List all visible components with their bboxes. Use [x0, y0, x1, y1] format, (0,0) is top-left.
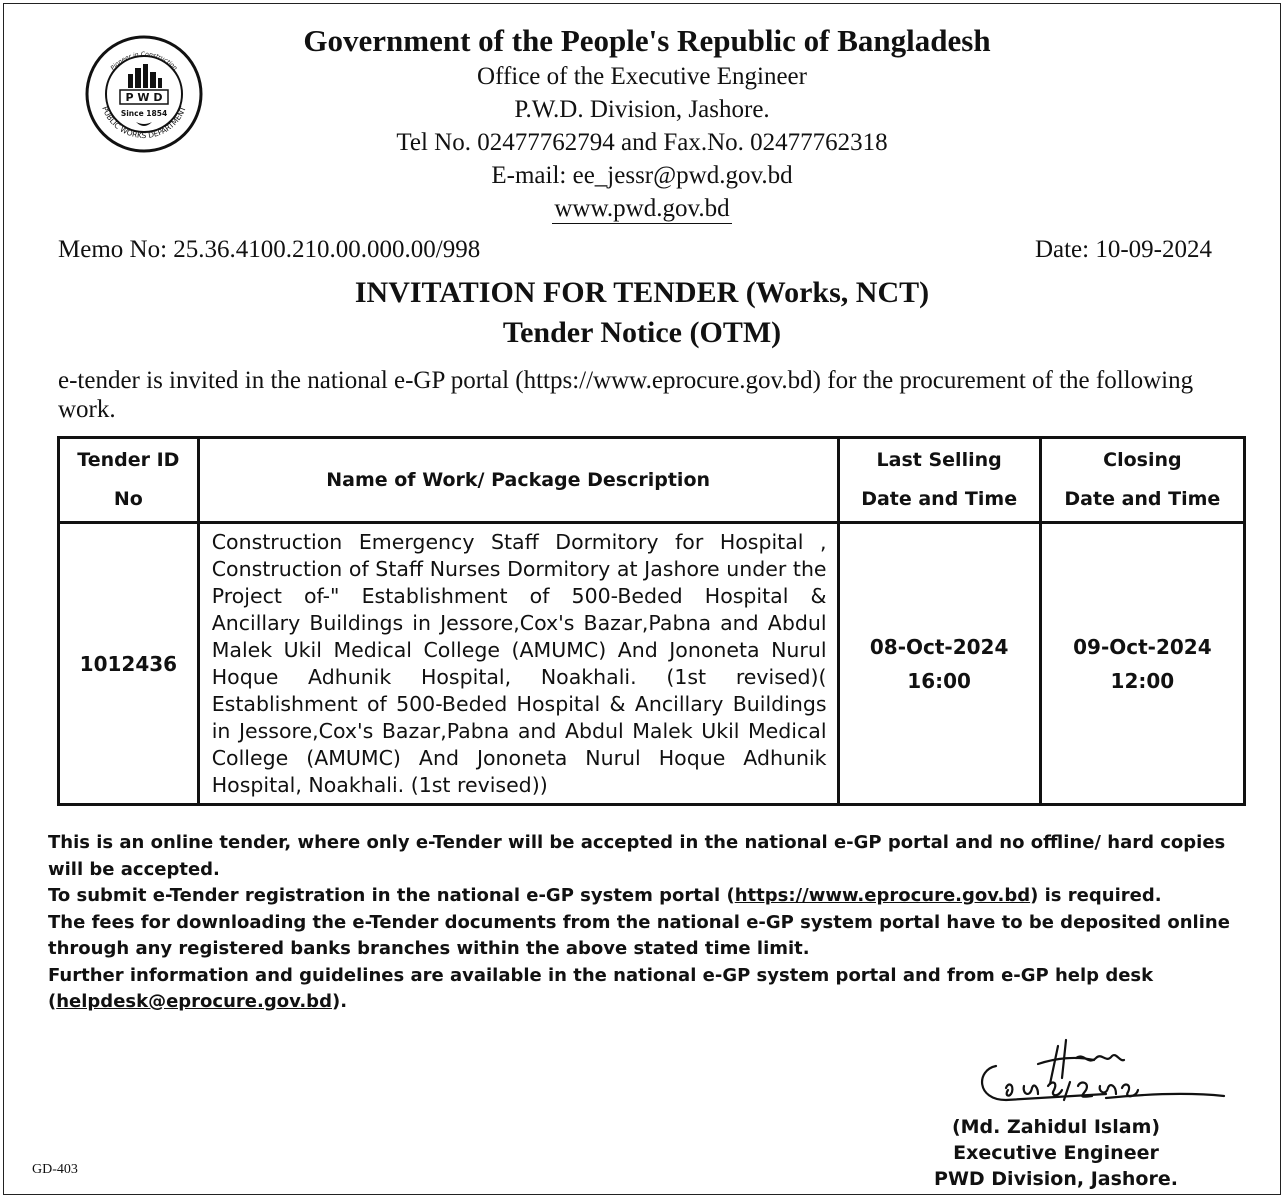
signatory-designation: Executive Engineer: [953, 1142, 1159, 1164]
tender-table: [57, 436, 1246, 806]
svg-text:PUBLIC WORKS DEPARTMENT: PUBLIC WORKS DEPARTMENT: [100, 105, 188, 141]
notes-section: [48, 830, 1244, 1016]
tel-fax: Tel No. 02477762794 and Fax.No. 02477762318: [396, 129, 888, 156]
header-closing: Closing Date and Time: [1040, 438, 1244, 523]
note-further-info: Further information and guidelines are available in the national e-GP system portal and from e-GP help desk (helpdesk@eprocure.gov.bd).: [48, 964, 1154, 1012]
table-row: [59, 523, 1245, 805]
eprocure-link[interactable]: https://www.eprocure.gov.bd: [734, 885, 1031, 906]
closing-cell: 09-Oct-2024 12:00: [1040, 523, 1244, 805]
memo-date: Date: 10-09-2024: [1034, 236, 1212, 263]
email-line: E-mail: ee_jessr@pwd.gov.bd: [491, 162, 793, 189]
last-selling-cell: 08-Oct-2024 16:00: [838, 523, 1040, 805]
svg-text:P W D: P W D: [125, 91, 163, 104]
signatory-office: PWD Division, Jashore.: [934, 1168, 1178, 1190]
note-registration: To submit e-Tender registration in the national e-GP system portal (https://www.eprocure.gov.bd) is required.: [48, 885, 1162, 906]
svg-text:Pioneer in Construction: Pioneer in Construction: [109, 50, 179, 72]
header-tender-id: Tender ID No: [59, 438, 199, 523]
header-last-selling: Last Selling Date and Time: [838, 438, 1040, 523]
header-work-description: Name of Work/ Package Description: [198, 438, 838, 523]
government-title: Government of the People's Republic of Bangladesh: [303, 23, 991, 58]
signature-block: [926, 1114, 1186, 1192]
tender-id-cell: 1012436: [59, 523, 199, 805]
footer-code: GD-403: [32, 1162, 78, 1177]
office-name: Office of the Executive Engineer: [477, 63, 807, 90]
division-name: P.W.D. Division, Jashore.: [514, 96, 770, 123]
page-subtitle: Tender Notice (OTM): [502, 316, 782, 349]
note-fees: The fees for downloading the e-Tender documents from the national e-GP system portal have to be deposited online through any registered banks branches within the above stated time limit.: [48, 911, 1230, 959]
memo-row: [58, 236, 1212, 264]
note-online-tender: This is an online tender, where only e-Tender will be accepted in the national e-GP portal and no offline/ hard copies will be accepted.: [48, 832, 1226, 880]
letterhead: [4, 22, 1280, 225]
svg-text:Since 1854: Since 1854: [120, 109, 168, 118]
table-header-row: [59, 438, 1245, 523]
helpdesk-email-link[interactable]: helpdesk@eprocure.gov.bd: [56, 991, 332, 1012]
website-link[interactable]: www.pwd.gov.bd: [554, 195, 730, 222]
signatory-name: (Md. Zahidul Islam): [951, 1116, 1161, 1138]
tender-notice-page: [3, 3, 1281, 1195]
page-title: INVITATION FOR TENDER (Works, NCT): [354, 276, 930, 309]
handwritten-signature-icon: [966, 1026, 1246, 1116]
intro-paragraph: e-tender is invited in the national e-GP portal (https://www.eprocure.gov.bd) for the procurement of the following work.: [58, 367, 1194, 423]
work-description-cell: Construction Emergency Staff Dormitory for Hospital , Construction of Staff Nurses Dormitory at Jashore under the Project of-" Establishment of 500-Beded Hospital & Ancillary Buildings in Jessore,Cox's Bazar,Pabna and Abdul Malek Ukil Medical College (AMUMC) And Jononeta Nurul Hoque Adhunik Hospital, Noakhali. (1st revised)( Establishment of 500-Beded Hospital & Ancillary Buildings in Jessore,Cox's Bazar,Pabna and Abdul Malek Ukil Medical College (AMUMC) And Jononeta Nurul Hoque Adhunik Hospital, Noakhali. (1st revised)): [198, 523, 838, 805]
memo-number: Memo No: 25.36.4100.210.00.000.00/998: [58, 236, 481, 263]
